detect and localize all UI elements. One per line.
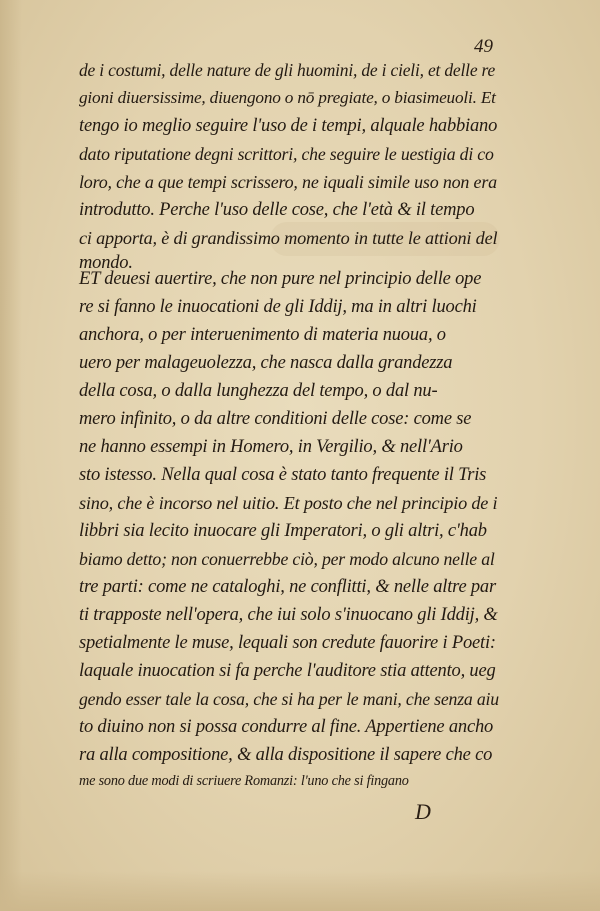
page-number: 49 [474, 36, 493, 57]
text-line: ci apporta, è di grandissimo momento in tutte le attioni del [79, 228, 498, 248]
page-shadow-left [0, 0, 22, 911]
text-line: ET deuesi auertire, che non pure nel principio delle ope [79, 269, 482, 289]
text-line: re si fanno le inuocationi de gli Iddij, ma in altri luochi [79, 297, 477, 317]
text-line: laquale inuocation si fa perche l'auditore stia attento, ueg [79, 661, 496, 681]
text-line: de i costumi, delle nature de gli huomini, de i cieli, et delle re [79, 60, 496, 80]
text-line: gioni diuersissime, diuengono o nō pregiate, o biasimeuoli. Et [79, 88, 496, 107]
text-line: introdutto. Perche l'uso delle cose, che l'età & il tempo [79, 200, 475, 220]
text-line: anchora, o per interuenimento di materia nuoua, o [79, 325, 446, 345]
text-line: gendo esser tale la cosa, che si ha per le mani, che senza aiu [79, 689, 499, 709]
text-line: uero per malageuolezza, che nasca dalla grandezza [79, 353, 453, 373]
page-shadow-bottom [0, 871, 600, 911]
text-line: me sono due modi di scriuere Romanzi: l'uno che si fingano [79, 773, 409, 789]
text-line: to diuino non si possa condurre al fine. Appertiene ancho [79, 717, 494, 737]
text-line: libbri sia lecito inuocare gli Imperatori, o gli altri, c'hab [79, 521, 487, 541]
text-line: ti trapposte nell'opera, che iui solo s'inuocano gli Iddij, & [79, 605, 498, 625]
text-line: tre parti: come ne cataloghi, ne conflitti, & nelle altre par [79, 577, 496, 597]
text-line: sto istesso. Nella qual cosa è stato tanto frequente il Tris [79, 465, 487, 485]
text-line: spetialmente le muse, lequali son credute fauorire i Poeti: [79, 633, 496, 653]
text-line: dato riputatione degni scrittori, che seguire le uestigia di co [79, 144, 494, 164]
signature-mark: D [415, 799, 431, 824]
text-line: ra alla compositione, & alla dispositione il sapere che co [79, 745, 493, 765]
text-line: sino, che è incorso nel uitio. Et posto che nel principio de i [79, 493, 498, 513]
text-line: ne hanno essempi in Homero, in Vergilio, & nell'Ario [79, 437, 463, 457]
text-line: mero infinito, o da altre conditioni delle cose: come se [79, 409, 472, 429]
text-line: tengo io meglio seguire l'uso de i tempi, alquale habbiano [79, 116, 498, 136]
text-line: mondo. [79, 253, 133, 273]
text-line: biamo detto; non conuerrebbe ciò, per modo alcuno nelle al [79, 549, 495, 569]
text-line: loro, che a que tempi scrissero, ne iquali simile uso non era [79, 172, 497, 192]
text-line: della cosa, o dalla lunghezza del tempo, o dal nu- [79, 381, 438, 401]
